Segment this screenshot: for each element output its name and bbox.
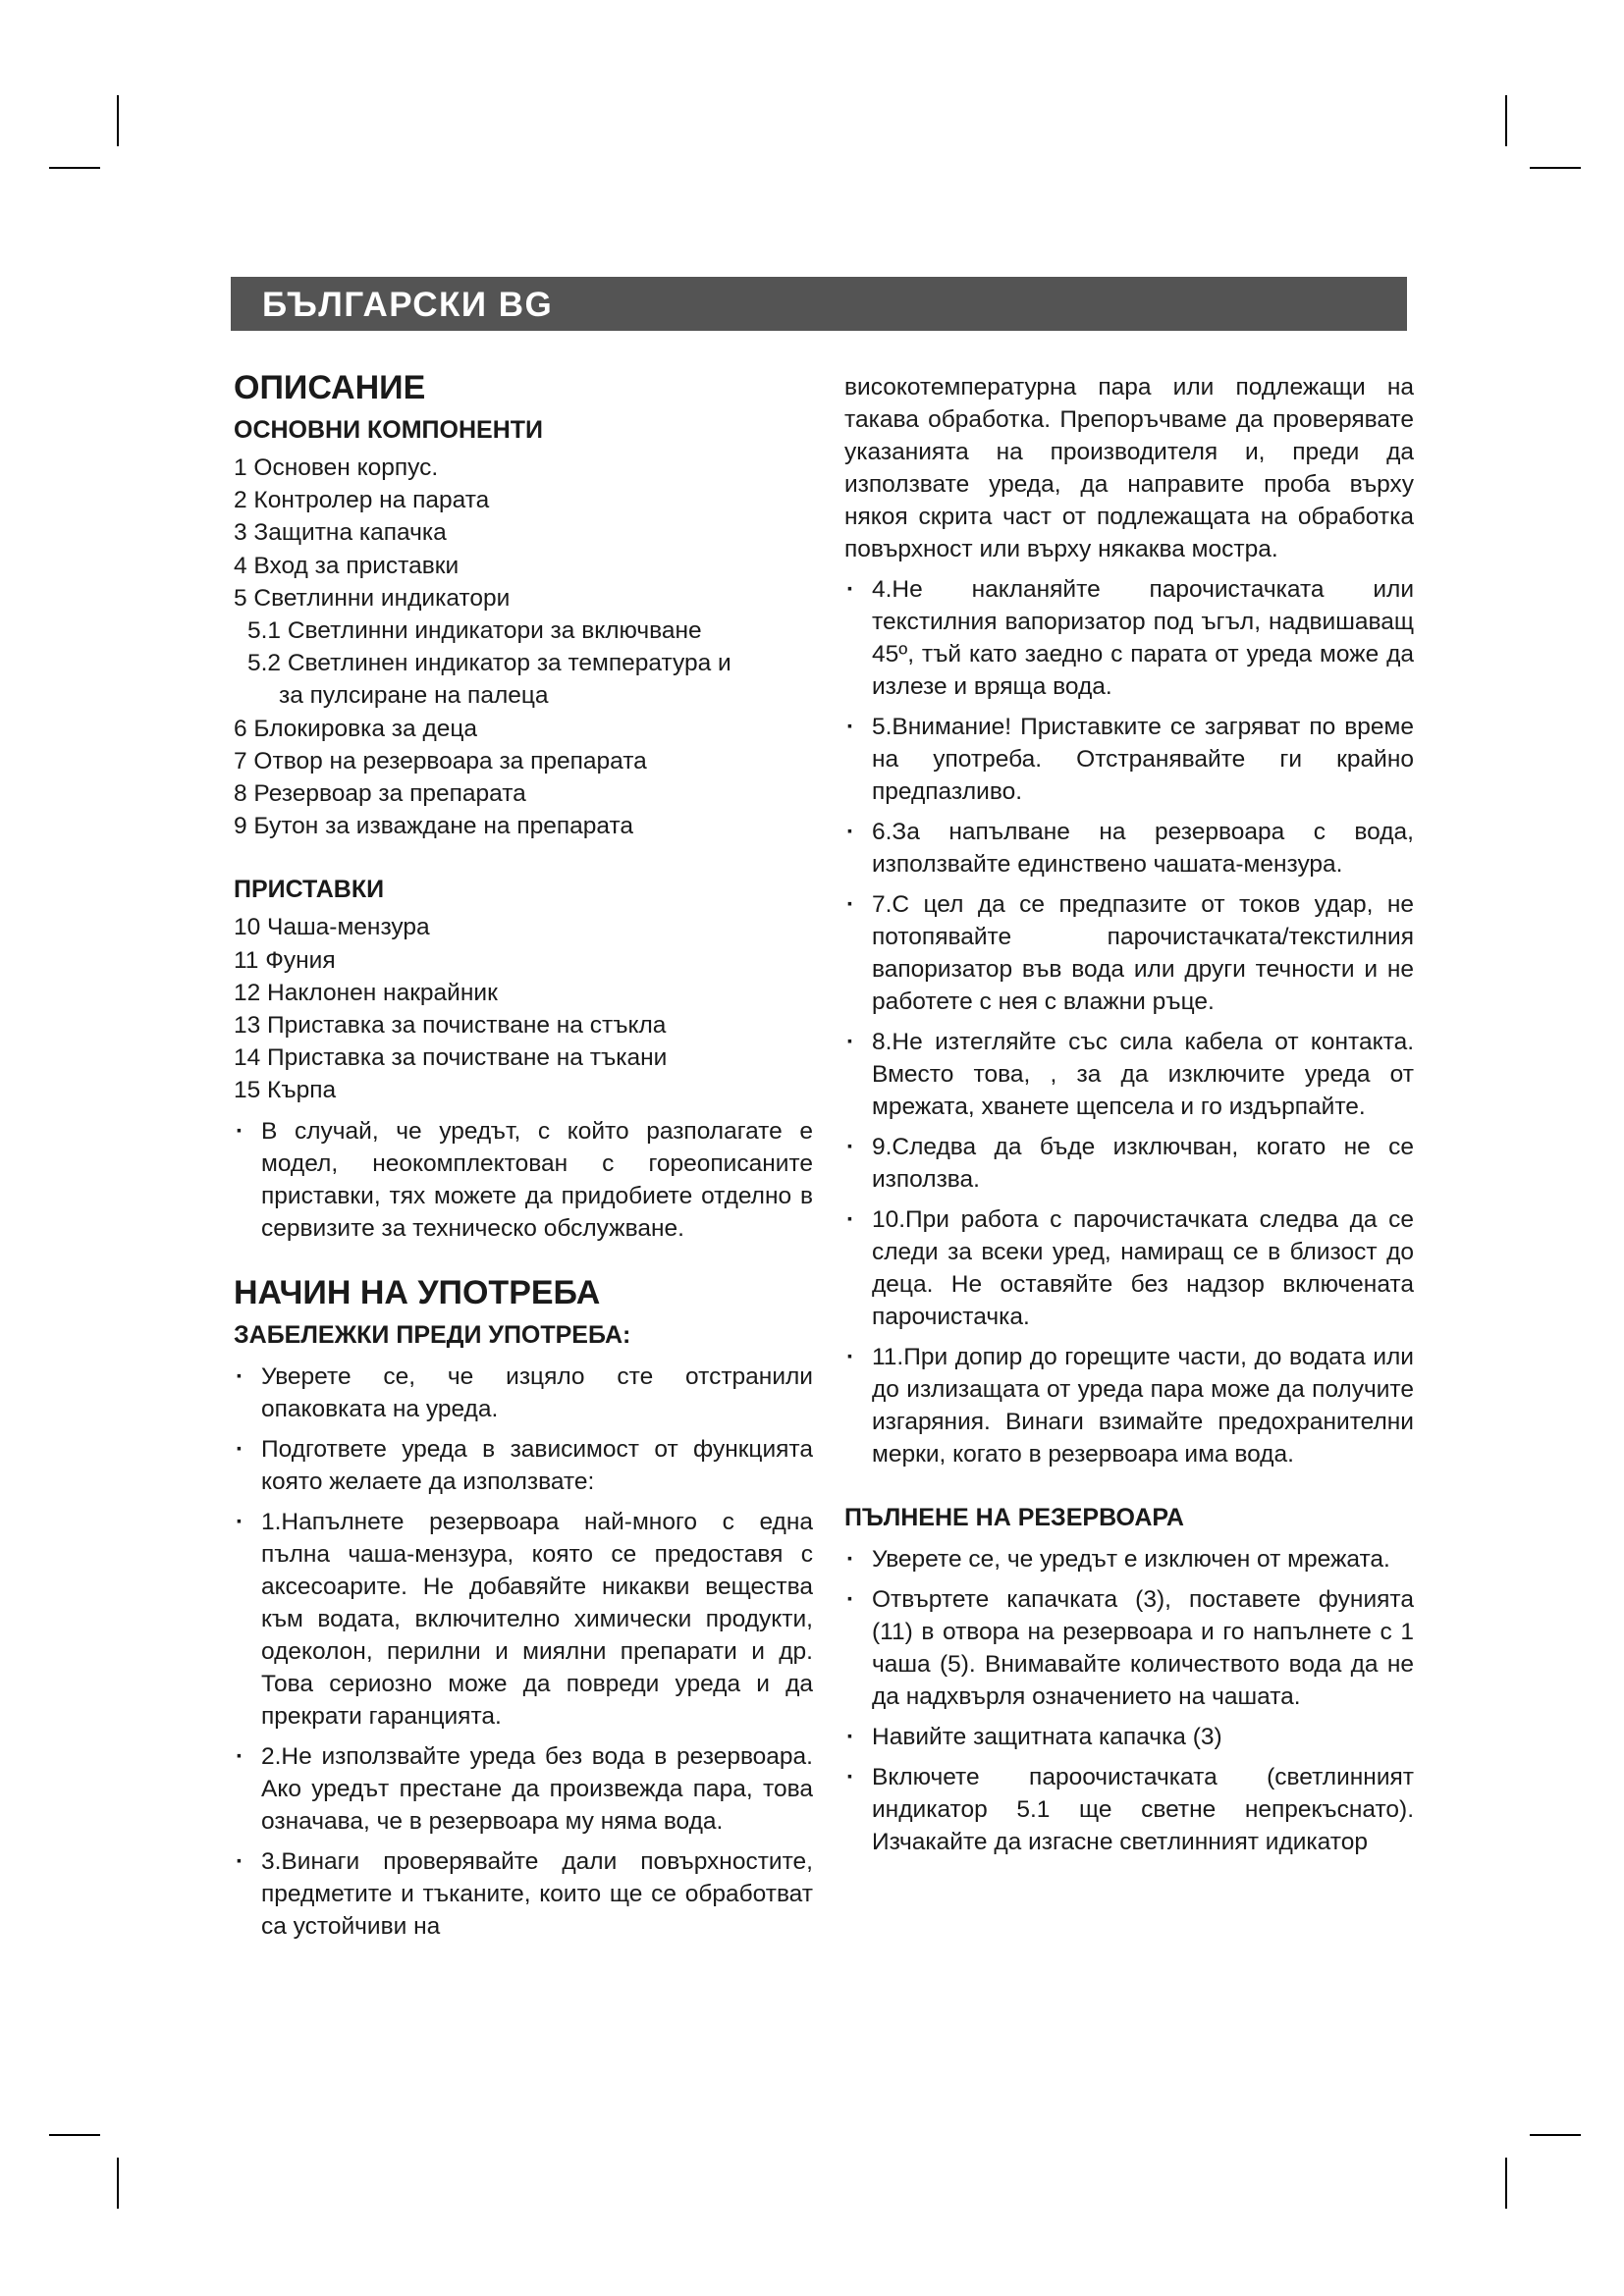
list-item: 10 Чаша-мензура	[234, 914, 430, 941]
note-item: · Уверете се, че изцяло сте отстранили опаковката на уреда.	[234, 1361, 813, 1425]
note-item: · 9.Следва да бъде изключван, когато не се използва.	[844, 1131, 1414, 1196]
subheading-accessories: ПРИСТАВКИ	[234, 876, 385, 904]
list-item: 2 Контролер на парата	[234, 487, 490, 514]
crop-mark	[117, 2158, 119, 2209]
list-item: 11 Фуния	[234, 946, 336, 974]
list-item: 14 Приставка за почистване на тъкани	[234, 1044, 668, 1072]
note-item: · 2.Не използвайте уреда без вода в резервоара. Ако уредът престане да произвежда пара, това означава, че в резервоара му няма вода.	[234, 1740, 813, 1838]
subheading-main-components: ОСНОВНИ КОМПОНЕНТИ	[234, 416, 543, 444]
crop-mark	[1505, 2158, 1507, 2209]
list-item: 12 Наклонен накрайник	[234, 979, 498, 1006]
left-column	[234, 365, 813, 1943]
accessories-list	[234, 911, 813, 1106]
subheading-notes: ЗАБЕЛЕЖКИ ПРЕДИ УПОТРЕБА:	[234, 1320, 631, 1349]
note-item: · 10.При работа с парочистачката следва да се следи за всеки уред, намиращ се в близост до деца. Не оставяйте без надзор включената парочистачка.	[844, 1203, 1414, 1333]
list-item: 9 Бутон за изваждане на препарата	[234, 813, 634, 840]
note-item: · 1.Напълнете резервоара най-много с една пълна чаша-мензура, която се предоставя с аксесоарите. Не добавяйте никакви вещества към водата, включително химически продукти, одеколон, перилни и миялни препарати и др. Това сериозно може да повреди уреда и да прекрати гаранцията.	[234, 1506, 813, 1733]
list-item: 13 Приставка за почистване на стъкла	[234, 1012, 667, 1040]
language-header-bar	[231, 277, 1407, 331]
list-item: 7 Отвор на резервоара за препарата	[234, 747, 647, 774]
note-item: · 8.Не изтегляйте със сила кабела от контакта. Вместо това, , за да изключите уреда от мрежата, хванете щепсела и го издърпайте.	[844, 1026, 1414, 1123]
note-item: · 4.Не накланяйте парочистачката или текстилния вапоризатор под ъгъл, надвишаващ 45º, тъй като заедно с парата от уреда може да излезе и вряща вода.	[844, 573, 1414, 703]
list-item: 5.2 Светлинен индикатор за температура и	[247, 650, 731, 677]
crop-mark	[49, 167, 100, 169]
list-item: 8 Резервоар за препарата	[234, 780, 526, 808]
list-item: 15 Кърпа	[234, 1077, 337, 1104]
note-item: · Подгответе уреда в зависимост от функцията която желаете да използвате:	[234, 1433, 813, 1498]
section-heading-usage: НАЧИН НА УПОТРЕБА	[234, 1273, 601, 1311]
components-list	[234, 452, 813, 842]
list-item: 3 Защитна капачка	[234, 519, 447, 547]
note-item: · 3.Винаги проверявайте дали повърхностите, предметите и тъканите, които ще се обработват са устойчиви на	[234, 1845, 813, 1943]
crop-mark	[1505, 95, 1507, 146]
note-item: · 6.За напълване на резервоара с вода, използвайте единствено чашата-мензура.	[844, 816, 1414, 881]
right-column	[844, 365, 1414, 1858]
list-item: 5.1 Светлинни индикатори за включване	[247, 617, 702, 645]
note-item: · 5.Внимание! Приставките се загряват по време на употреба. Отстранявайте ги крайно предпазливо.	[844, 711, 1414, 808]
filling-step: · Уверете се, че уредът е изключен от мрежата.	[844, 1543, 1414, 1575]
crop-mark	[49, 2134, 100, 2136]
accessories-note: · В случай, че уредът, с който разполагате е модел, неокомплектован с гореописаните приставки, тях можете да придобиете отделно в сервизите за техническо обслужване.	[234, 1115, 813, 1245]
subheading-filling: ПЪЛНЕНЕ НА РЕЗЕРВОАРА	[844, 1504, 1184, 1531]
language-title: БЪЛГАРСКИ BG	[262, 286, 554, 324]
crop-mark	[1530, 2134, 1581, 2136]
filling-step: · Включете пароочистачката (светлинният индикатор 5.1 ще светне непрекъснато). Изчакайте да изгасне светлинният идикатор	[844, 1761, 1414, 1858]
crop-mark	[117, 95, 119, 146]
list-item: 6 Блокировка за деца	[234, 715, 478, 742]
list-item: 4 Вход за приставки	[234, 552, 460, 579]
section-heading-description: ОПИСАНИЕ	[234, 369, 426, 406]
list-item: за пулсиране на палеца	[279, 682, 549, 710]
continuation-paragraph: високотемпературна пара или подлежащи на такава обработка. Препоръчваме да проверявате указанията на производителя и, преди да използвате уреда, да направите проба върху някоя скрита част от подлежащата на обработка повърхност или върху някаква мостра.	[844, 374, 1414, 562]
list-item: 5 Светлинни индикатори	[234, 584, 511, 612]
note-item: · 7.С цел да се предпазите от токов удар, не потопявайте парочистачката/текстилния вапоризатор във вода или други течности и не работете с нея с влажни ръце.	[844, 888, 1414, 1018]
filling-step: · Отвъртете капачката (3), поставете фунията (11) в отвора на резервоара и го напълнете с 1 чаша (5). Внимавайте количеството вода да не да надхвърля означението на чашата.	[844, 1583, 1414, 1713]
list-item: 1 Основен корпус.	[234, 454, 439, 481]
filling-step: · Навийте защитната капачка (3)	[844, 1721, 1414, 1753]
note-item: · 11.При допир до горещите части, до водата или до излизащата от уреда пара може да получите изгаряния. Винаги взимайте предохранителни мерки, когато в резервоара има вода.	[844, 1341, 1414, 1470]
crop-mark	[1530, 167, 1581, 169]
